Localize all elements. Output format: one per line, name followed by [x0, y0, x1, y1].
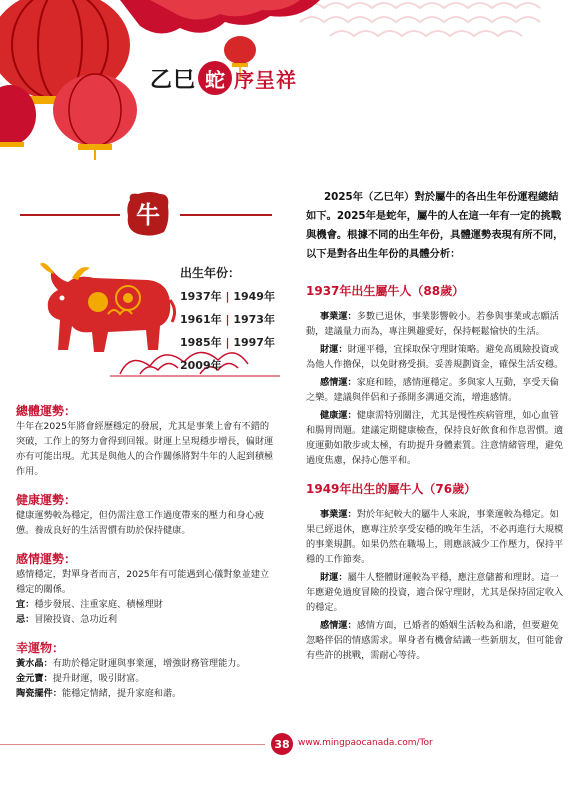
para-text: 家庭和睦，感情運穩定。多與家人互動，享受天倫之樂。建議與伴侶和子孫開多溝通交流，增進感情。 — [306, 377, 559, 403]
divider-right — [180, 214, 272, 216]
avoid-line — [16, 612, 278, 627]
lucky-item-label: 金元寶： — [16, 673, 53, 684]
emblem-glyph: 牛 — [136, 201, 160, 229]
year-heading: 1937年出生屬牛人（88歲） — [306, 284, 465, 298]
page-number: 38 — [271, 733, 293, 755]
lucky-item-text: 有助於穩定財運與事業運，增強財務管理能力。 — [52, 658, 246, 669]
fortune-paragraph — [306, 375, 564, 405]
birth-year: 1973年 — [233, 313, 275, 326]
fortune-paragraph — [306, 309, 564, 339]
footer-divider — [0, 744, 265, 745]
footer-url-link[interactable]: www.mingpaocanada.com/Tor — [298, 738, 433, 748]
lucky-item — [16, 671, 278, 686]
para-text: 屬牛人整體財運較為平穩，應注意儲蓄和理財。這一年應避免過度冒險的投資，適合保守理財，尤其是保持固定收入的穩定。 — [306, 572, 564, 613]
fortune-paragraph — [306, 342, 564, 372]
section-heading: 幸運物： — [16, 641, 65, 655]
title-snake-badge: 蛇 — [198, 61, 232, 95]
para-label: 感情運： — [320, 620, 357, 631]
birth-year: 1961年 — [180, 313, 222, 326]
para-label: 事業運： — [320, 509, 357, 520]
birth-year-row — [180, 308, 280, 331]
overall-fortune-section — [16, 402, 278, 479]
avoid-text: 冒險投資、急功近利 — [34, 614, 118, 625]
do-text: 穩步發展、注重家庭、積極理財 — [34, 599, 163, 610]
para-label: 財運： — [320, 572, 348, 583]
fortune-paragraph — [306, 507, 564, 567]
para-text: 對於年紀較大的屬牛人來說，事業運較為穩定。如果已經退休，應專注於享受安穩的晚年生活，不必再進行大規模的事業規劃。如果仍然在職場上，則應該減少工作壓力，保持平穩的工作節奏。 — [306, 509, 564, 565]
para-label: 事業運： — [320, 311, 357, 322]
year-separator: | — [225, 313, 230, 326]
section-text: 感情穩定，對單身者而言，2025年有可能遇到心儀對象並建立穩定的關係。 — [16, 569, 270, 595]
fortune-paragraph — [306, 408, 564, 468]
lucky-item — [16, 656, 278, 671]
birth-years-title: 出生年份： — [180, 266, 241, 280]
year-separator: | — [225, 290, 230, 303]
section-heading: 總體運勢： — [16, 404, 77, 418]
lucky-item-label: 陶瓷擺件： — [16, 688, 62, 699]
lucky-item-text: 提升財運，吸引財富。 — [52, 673, 145, 684]
birth-year-row — [180, 331, 280, 354]
page-title — [150, 60, 297, 96]
left-column — [16, 402, 278, 713]
year-section-1937 — [306, 282, 564, 468]
birth-year-row — [180, 285, 280, 308]
title-part-1: 乙巳 — [150, 67, 197, 93]
lucky-item — [16, 686, 278, 701]
birth-year: 1997年 — [233, 336, 275, 349]
do-line — [16, 597, 278, 612]
section-heading: 健康運勢： — [16, 493, 77, 507]
birth-year-row — [180, 354, 280, 377]
birth-year: 1985年 — [180, 336, 222, 349]
para-label: 感情運： — [320, 377, 357, 388]
para-text: 健康需特別關注，尤其是慢性疾病管理，如心血管和腸胃問題。建議定期健康檢查，保持良好飲食和作息習慣。適度運動如散步或太極，有助提升身體素質。注意情緒管理，避免過度焦慮，保持心態平和。 — [306, 410, 564, 466]
do-label: 宜： — [16, 599, 35, 610]
section-heading: 感情運勢： — [16, 552, 77, 566]
title-part-2: 序呈祥 — [234, 67, 298, 92]
birth-year: 1937年 — [180, 290, 222, 303]
section-text: 牛年在2025年將會經歷穩定的發展，尤其是事業上會有不錯的突破，工作上的努力會得到回報。財運上呈現穩步增長，偏財運亦有可能出現。尤其是與他人的合作關係將對牛年的人起到積極作用。 — [16, 421, 274, 477]
para-label: 財運： — [320, 344, 348, 355]
divider-left — [20, 214, 120, 216]
love-fortune-section — [16, 550, 278, 627]
lucky-items-section — [16, 639, 278, 701]
ox-seal-icon — [124, 190, 172, 238]
birth-year: 1949年 — [233, 290, 275, 303]
year-separator: | — [225, 336, 230, 349]
para-text: 多數已退休，事業影響較小。若參與事業或志願活動，建議量力而為，專注興趣愛好，保持輕鬆愉快的生活。 — [306, 311, 559, 337]
year-section-1949 — [306, 480, 564, 663]
para-text: 財運平穩，宜採取保守理財策略。避免高風險投資或為他人作擔保，以免財務受損。妥善規劃資金，確保生活安穩。 — [306, 344, 564, 370]
para-text: 感情方面，已婚者的婚姻生活較為和諧，但要避免忽略伴侶的情感需求。單身者有機會結識一些新朋友，但可能會有些許的挑戰，需耐心等待。 — [306, 620, 564, 661]
avoid-label: 忌： — [16, 614, 35, 625]
year-heading: 1949年出生的屬牛人（76歲） — [306, 482, 477, 496]
para-label: 健康運： — [320, 410, 357, 421]
health-fortune-section — [16, 491, 278, 538]
birth-years-box — [180, 262, 280, 377]
section-text: 健康運勢較為穩定，但仍需注意工作過度帶來的壓力和身心疲憊。養成良好的生活習慣有助於保持健康。 — [16, 510, 265, 536]
birth-year: 2009年 — [180, 359, 222, 372]
lucky-item-label: 黃水晶： — [16, 658, 53, 669]
fortune-paragraph — [306, 570, 564, 615]
fortune-paragraph — [306, 618, 564, 663]
intro-paragraph: 2025年（乙巳年）對於屬牛的各出生年份運程總結如下。2025年是蛇年，屬牛的人在這一年有一定的挑戰與機會。根據不同的出生年份，具體運勢表現有所不同，以下是對各出生年份的具體分析： — [306, 191, 564, 260]
lucky-item-text: 能穩定情緒，提升家庭和諧。 — [61, 688, 182, 699]
right-column — [306, 188, 564, 666]
